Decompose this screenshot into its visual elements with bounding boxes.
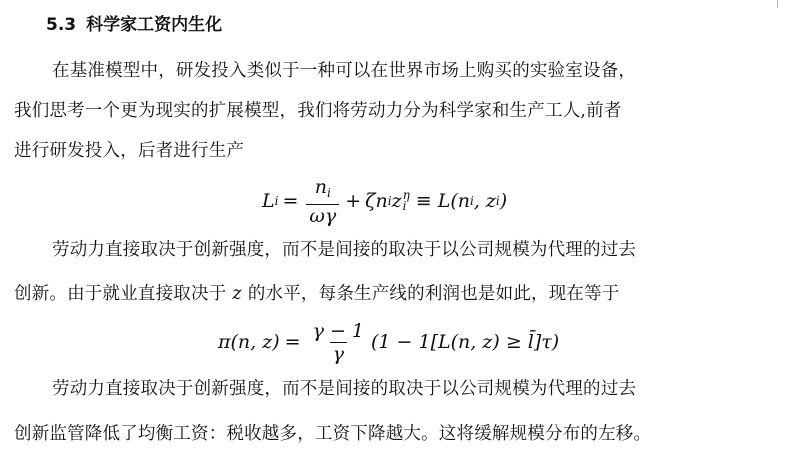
- section-heading: [46, 12, 222, 38]
- eq1-equiv: ≡: [415, 190, 432, 212]
- eq1-term: ζn: [365, 190, 388, 212]
- eq2-frac-den: γ: [330, 342, 347, 364]
- paragraph1-line3: 进行研发投入，后者进行生产: [14, 141, 245, 161]
- eq1-z: z: [391, 190, 402, 212]
- eq2-fraction: [310, 321, 367, 364]
- eq1-rhs: L(n: [437, 190, 470, 212]
- eq1-frac-den: ωγ: [306, 204, 339, 226]
- eq2-rest: (1 − 1[L(n, z) ≥ l̄]τ): [371, 331, 560, 353]
- paragraph2-line2: [14, 280, 620, 308]
- page-border-mark: [777, 0, 778, 8]
- paragraph1-line1: 在基准模型中，研发投入类似于一种可以在世界市场上购买的实验室设备，: [52, 61, 637, 81]
- equation-profit: [218, 316, 559, 368]
- paragraph3-line1: 劳动力直接取决于创新强度，而不是间接的取决于以公司规模为代理的过去: [52, 379, 637, 399]
- eq2-lhs: π(n, z): [218, 331, 280, 353]
- paragraph2-variable-z: z: [232, 284, 242, 304]
- section-number: 5.3: [46, 15, 77, 35]
- section-title: 科学家工资内生化: [86, 15, 223, 35]
- paragraph2-line2-start: 创新。由于就业直接取决于: [14, 284, 227, 304]
- eq1-equals: =: [282, 190, 299, 212]
- eq1-lhs-sub: i: [274, 194, 279, 208]
- eq1-rhs-sub2: i: [495, 194, 500, 208]
- eq1-lhs: L: [262, 190, 275, 212]
- eq1-rhs-sub1: i: [469, 194, 474, 208]
- paragraph3-line2: 创新监管降低了均衡工资：税收越多，工资下降越大。这将缓解规模分布的左移。: [14, 424, 652, 444]
- eq1-z-scripts: [403, 190, 410, 212]
- eq2-frac-num: γ − 1: [312, 319, 365, 342]
- eq1-z-sub: i: [402, 199, 407, 213]
- paragraph1-line2: 我们思考一个更为现实的扩展模型，我们将劳动力分为科学家和生产工人,前者: [14, 101, 622, 121]
- eq1-frac-num-sub: i: [327, 185, 331, 200]
- eq1-rhs-mid: , z: [473, 190, 496, 212]
- eq1-frac-num: n: [314, 175, 328, 198]
- eq2-equals: =: [284, 331, 301, 353]
- eq1-z-sup: η: [402, 188, 410, 202]
- equation-labor: [262, 175, 507, 227]
- eq1-fraction: [306, 177, 339, 226]
- eq1-term-sub: i: [387, 194, 392, 208]
- eq1-plus: +: [345, 190, 362, 212]
- paragraph2-line2-end: 的水平，每条生产线的利润也是如此，现在等于: [247, 284, 620, 304]
- eq1-rhs-close: ): [499, 190, 508, 212]
- paragraph2-line1: 劳动力直接取决于创新强度，而不是间接的取决于以公司规模为代理的过去: [52, 240, 637, 260]
